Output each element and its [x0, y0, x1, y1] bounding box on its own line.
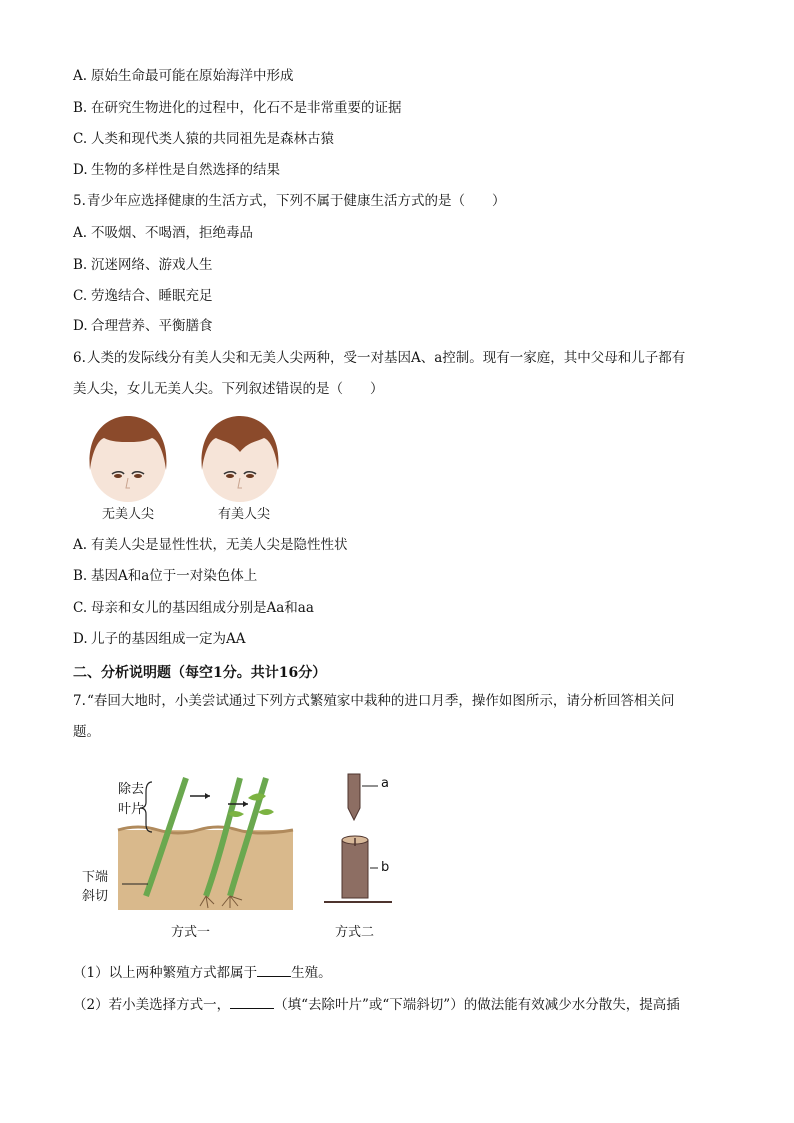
- q6-option-b-letter: B.: [73, 568, 88, 584]
- q6-option-a: [73, 536, 348, 554]
- q7-number: 7.: [73, 693, 86, 709]
- q5-option-c: [73, 287, 213, 305]
- q4-option-b-letter: B.: [73, 100, 88, 116]
- q7-sub1-text: （1）以上两种繁殖方式都属于: [73, 965, 258, 981]
- q5-option-c-letter: C.: [73, 288, 88, 304]
- q7-stem-text-2: 题。: [73, 724, 100, 740]
- q6-stem-text-2: 美人尖，女儿无美人尖。下列叙述错误的是（ ）: [73, 381, 384, 397]
- label-remove-leaves-1: 除去: [118, 782, 145, 797]
- q5-option-b: [73, 256, 213, 274]
- caption-method-2: 方式二: [335, 925, 375, 940]
- q7-sub1: [73, 962, 332, 982]
- label-scion-a: a: [381, 776, 389, 791]
- q5-option-c-text: 劳逸结合、睡眠充足: [91, 288, 213, 304]
- q6-option-a-text: 有美人尖是显性性状，无美人尖是隐性性状: [91, 537, 348, 553]
- q6-option-d-text: 儿子的基因组成一定为AA: [91, 631, 246, 647]
- hairline-faces-figure: [78, 412, 298, 502]
- q6-stem-line2: [73, 380, 384, 398]
- q4-option-a-text: 原始生命最可能在原始海洋中形成: [91, 68, 294, 84]
- q4-option-a: [73, 67, 294, 85]
- label-oblique-cut-2: 斜切: [82, 889, 109, 904]
- q7-sub2-tail: （填“去除叶片”或“下端斜切”）的做法能有效减少水分散失，提高插: [274, 997, 680, 1013]
- q6-option-c-letter: C.: [73, 600, 88, 616]
- q7-sub2-text: （2）若小美选择方式一，: [73, 997, 231, 1013]
- face-label-no-peak: 无美人尖: [102, 507, 155, 522]
- q5-stem-text: 青少年应选择健康的生活方式，下列不属于健康生活方式的是（ ）: [87, 193, 506, 209]
- q5-option-a-letter: A.: [73, 225, 88, 241]
- q6-option-d-letter: D.: [73, 631, 88, 647]
- q5-stem: [73, 192, 506, 210]
- q6-number: 6.: [73, 350, 86, 366]
- face-no-widows-peak: [90, 416, 167, 502]
- q6-stem-line1: [73, 349, 685, 367]
- q5-option-a: [73, 224, 253, 242]
- q5-option-d-text: 合理营养、平衡膳食: [91, 318, 213, 334]
- q4-option-c: [73, 130, 334, 148]
- soil-rect: [118, 830, 293, 910]
- q5-number: 5.: [73, 193, 86, 209]
- q4-option-b: [73, 99, 402, 117]
- q6-stem-text-1: 人类的发际线分有美人尖和无美人尖两种，受一对基因A、a控制。现有一家庭，其中父母和儿子都有: [87, 350, 686, 366]
- q4-option-d-text: 生物的多样性是自然选择的结果: [91, 162, 280, 178]
- q5-option-d-letter: D.: [73, 318, 88, 334]
- face-widows-peak: [202, 416, 279, 502]
- q4-option-c-text: 人类和现代类人猿的共同祖先是森林古猿: [91, 131, 334, 147]
- caption-method-1: 方式一: [171, 925, 211, 940]
- q4-option-d: [73, 161, 280, 179]
- q4-option-c-letter: C.: [73, 131, 88, 147]
- q7-sub2: [73, 994, 680, 1014]
- q5-option-a-text: 不吸烟、不喝酒，拒绝毒品: [91, 225, 253, 241]
- q6-option-b-text: 基因A和a位于一对染色体上: [91, 568, 258, 584]
- q6-option-b: [73, 567, 257, 585]
- q7-sub1-blank[interactable]: [257, 962, 291, 977]
- q4-option-b-text: 在研究生物进化的过程中，化石不是非常重要的证据: [91, 100, 402, 116]
- q6-option-d: [73, 630, 246, 648]
- q7-sub2-blank[interactable]: [230, 994, 274, 1009]
- q7-stem-line2: [73, 723, 100, 741]
- q5-option-b-text: 沉迷网络、游戏人生: [91, 257, 213, 273]
- label-remove-leaves-2: 叶片: [118, 802, 145, 817]
- q6-option-c-text: 母亲和女儿的基因组成分别是Aa和aa: [91, 600, 314, 616]
- q4-option-d-letter: D.: [73, 162, 88, 178]
- q7-stem-text-1: “春回大地时，小美尝试通过下列方式繁殖家中栽种的进口月季，操作如图所示，请分析回答相关问: [87, 693, 675, 709]
- q5-option-b-letter: B.: [73, 257, 88, 273]
- q7-sub1-tail: 生殖。: [291, 965, 332, 981]
- q7-stem-line1: [73, 692, 674, 710]
- label-oblique-cut-1: 下端: [82, 870, 109, 885]
- label-stock-b: b: [381, 860, 390, 875]
- face-label-peak: 有美人尖: [218, 507, 271, 522]
- section-2-title: 二、分析说明题（每空1分。共计16分）: [73, 665, 327, 681]
- q5-option-d: [73, 317, 213, 335]
- cutting-method-figure: [78, 768, 298, 916]
- q6-option-a-letter: A.: [73, 537, 88, 553]
- q6-option-c: [73, 599, 314, 617]
- q4-option-a-letter: A.: [73, 68, 88, 84]
